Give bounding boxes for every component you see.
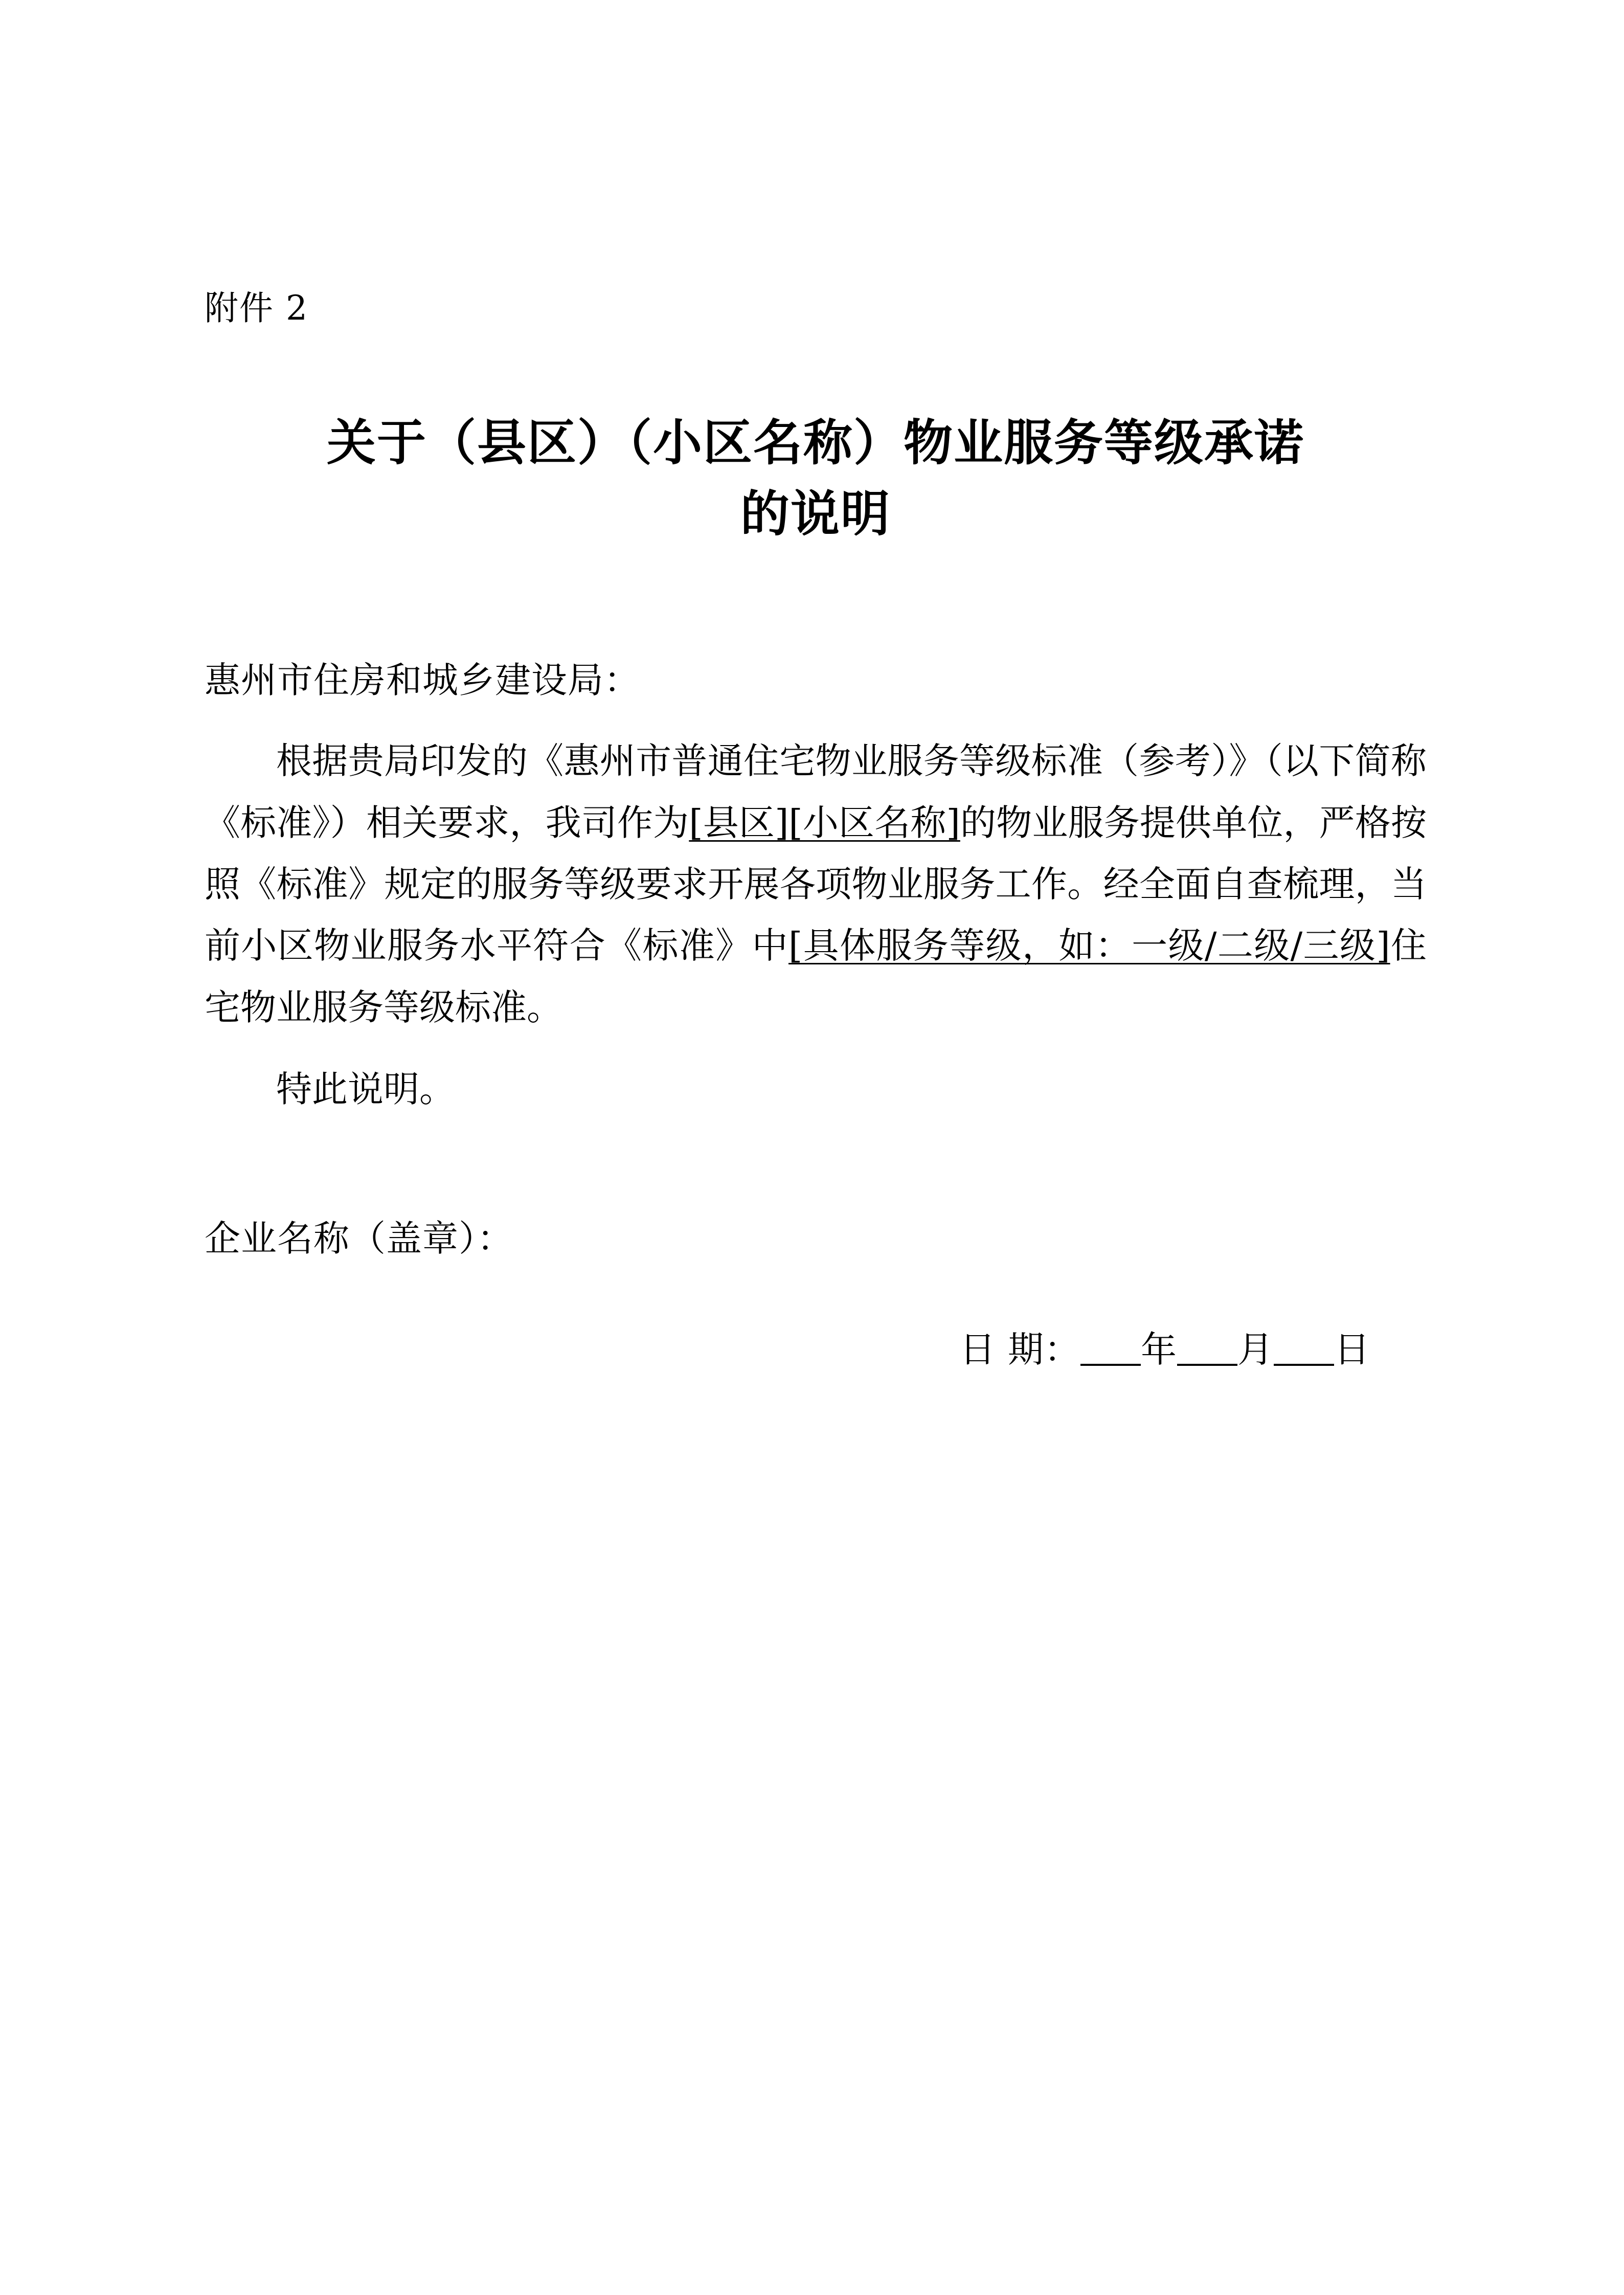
page-title [205, 407, 1427, 549]
paragraph-1-segment-1: 根据贵局印发的《惠州市普通住宅物业服务等级标准（参考）》（以下简称《标准》）相关要求，我司作为 [205, 740, 1427, 844]
body-paragraph-1 [205, 730, 1427, 1038]
paragraph-1-blank-1: [县区][小区名称] [689, 801, 960, 844]
recipient-line: 惠州市住房和城乡建设局： [205, 659, 640, 702]
paragraph-1-segment-3: 住宅物业服务等级标准。 [205, 925, 1427, 1028]
date-label: 日 期： [959, 1328, 1080, 1370]
document-content [205, 286, 1427, 1378]
date-month-blank [1177, 1332, 1237, 1366]
page-title-line-1: 关于（县区）（小区名称）物业服务等级承诺 [327, 413, 1304, 471]
date-month-unit: 月 [1237, 1328, 1274, 1370]
paragraph-1-blank-2: [具体服务等级，如：一级/二级/三级] [788, 925, 1390, 967]
date-year-unit: 年 [1141, 1328, 1177, 1370]
body-paragraph-2: 特此说明。 [276, 1068, 455, 1111]
date-day-blank [1274, 1332, 1334, 1366]
paragraph-1-segment-2: 的物业服务提供单位，严格按照《标准》规定的服务等级要求开展各项物业服务工作。经全面自查梳理，当前小区物业服务水平符合《标准》中 [205, 801, 1427, 967]
date-line [205, 1321, 1427, 1378]
page-title-line-2: 的说明 [740, 484, 891, 543]
date-day-unit: 日 [1334, 1328, 1370, 1370]
company-name-seal-line: 企业名称（盖章）： [205, 1217, 513, 1259]
date-year-blank [1080, 1332, 1141, 1366]
attachment-label: 附件 2 [205, 288, 308, 328]
